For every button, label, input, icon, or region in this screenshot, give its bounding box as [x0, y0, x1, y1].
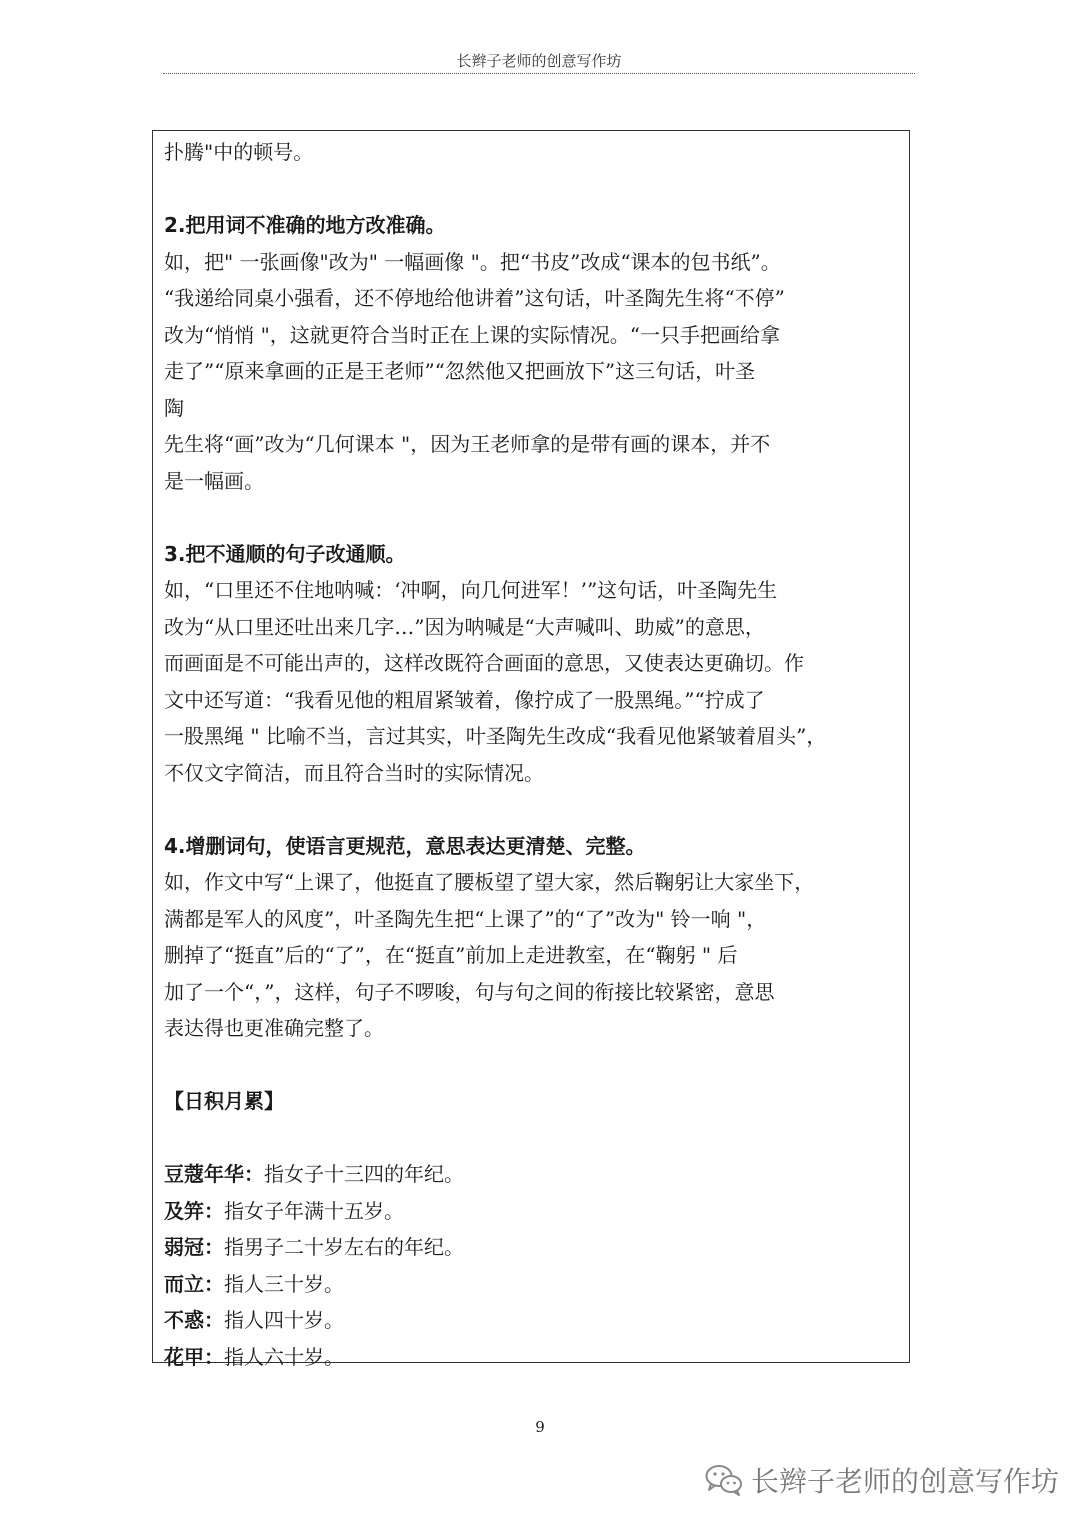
- spacer: [164, 171, 904, 208]
- idiom-term: 花甲：: [164, 1344, 224, 1369]
- section-3-line: 改为“从口里还吐出来几字…”因为呐喊是“大声喊叫、助威”的意思，: [164, 614, 765, 639]
- spacer: [164, 791, 904, 828]
- idiom-item: [164, 1339, 904, 1376]
- idiom-item: [164, 1302, 904, 1339]
- section-2-line: 先生将“画”改为“几何课本 "，因为王老师拿的是带有画的课本，并不: [164, 432, 771, 456]
- section-4-line: 删掉了“挺直”后的“了”，在“挺直”前加上走进教室，在“鞠躬 " 后: [164, 943, 738, 967]
- document-content: [164, 134, 904, 1375]
- section-2-line: 陶: [164, 395, 184, 420]
- idiom-term: 及笄：: [164, 1198, 224, 1223]
- wechat-watermark: [705, 1458, 1059, 1502]
- section-3-heading: 3.把不通顺的句子改通顺。: [164, 541, 406, 566]
- idiom-description: 指人四十岁。: [224, 1308, 344, 1332]
- section-2-line: 是一幅画。: [164, 468, 264, 493]
- watermark-text: 长辫子老师的创意写作坊: [751, 1465, 1060, 1498]
- idiom-item: [164, 1156, 904, 1193]
- accumulation-heading: 【日积月累】: [164, 1089, 284, 1113]
- idiom-description: 指人三十岁。: [224, 1271, 344, 1296]
- section-3-line: 而画面是不可能出声的，这样改既符合画面的意思，又使表达更确切。作: [164, 651, 804, 675]
- idiom-description: 指女子年满十五岁。: [224, 1198, 404, 1223]
- page-number: 9: [535, 1418, 545, 1436]
- section-2-line: 如，把" 一张画像"改为" 一幅画像 "。把“书皮”改成“课本的包书纸”。: [164, 249, 781, 274]
- section-2-line: “我递给同桌小强看，还不停地给他讲着”这句话，叶圣陶先生将“不停”: [164, 286, 785, 310]
- section-3-line: 文中还写道：“我看见他的粗眉紧皱着，像拧成了一股黑绳。”“拧成了: [164, 687, 765, 712]
- section-2-heading: 2.把用词不准确的地方改准确。: [164, 213, 446, 237]
- spacer: [164, 1120, 904, 1157]
- section-4-line: 如，作文中写“上课了，他挺直了腰板望了望大家，然后鞠躬让大家坐下，: [164, 870, 815, 894]
- idiom-description: 指女子十三四的年纪。: [264, 1162, 464, 1186]
- idiom-term: 而立：: [164, 1271, 224, 1296]
- section-4-line: 满都是军人的风度”，叶圣陶先生把“上课了”的“了”改为" 铃一响 "，: [164, 906, 767, 931]
- wechat-icon: [705, 1464, 743, 1496]
- idiom-item: [164, 1193, 904, 1230]
- section-4-line: 表达得也更准确完整了。: [164, 1016, 384, 1040]
- header-divider: [163, 73, 915, 74]
- section-4-line: 加了一个“，”，这样，句子不啰唆，句与句之间的衔接比较紧密，意思: [164, 979, 775, 1004]
- idiom-description: 指人六十岁。: [224, 1344, 344, 1369]
- section-3-line: 不仅文字简洁，而且符合当时的实际情况。: [164, 760, 544, 785]
- section-3-line: 如，“口里还不住地呐喊：‘冲啊，向几何进军！’”这句话，叶圣陶先生: [164, 578, 778, 602]
- intro-tail-line: 扑腾"中的顿号。: [164, 140, 314, 164]
- spacer: [164, 499, 904, 536]
- idiom-description: 指男子二十岁左右的年纪。: [224, 1235, 464, 1259]
- idiom-item: [164, 1229, 904, 1266]
- spacer: [164, 1047, 904, 1084]
- page-header-title: 长辫子老师的创意写作坊: [456, 52, 622, 70]
- section-2-line: 走了”“原来拿画的正是王老师”“忽然他又把画放下”这三句话，叶圣: [164, 359, 756, 383]
- section-3-line: 一股黑绳 " 比喻不当，言过其实，叶圣陶先生改成“我看见他紧皱着眉头”，: [164, 724, 827, 748]
- section-2-line: 改为“悄悄 "，这就更符合当时正在上课的实际情况。“一只手把画给拿: [164, 322, 781, 347]
- idiom-term: 不惑：: [164, 1308, 224, 1332]
- idiom-item: [164, 1266, 904, 1303]
- idiom-term: 弱冠：: [164, 1235, 224, 1259]
- idiom-term: 豆蔻年华：: [164, 1162, 264, 1186]
- section-4-heading: 4.增删词句，使语言更规范，意思表达更清楚、完整。: [164, 833, 646, 858]
